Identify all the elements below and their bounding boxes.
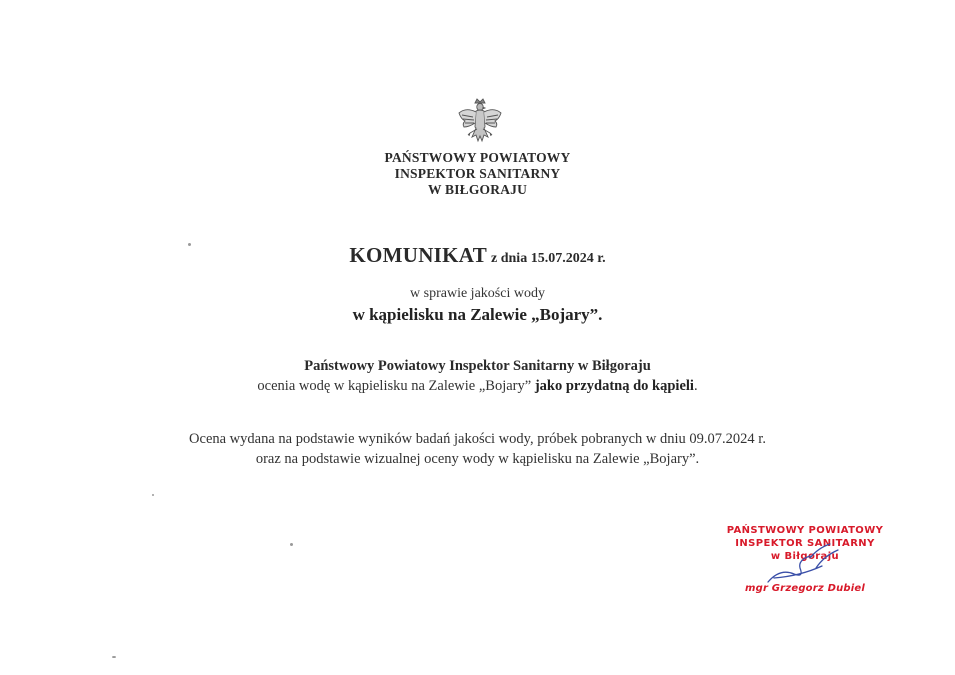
issuer-header-line2: INSPEKTOR SANITARNY	[394, 166, 561, 181]
issuer-header-line3: W BIŁGORAJU	[427, 182, 528, 197]
assessment-text-suffix: .	[693, 378, 698, 394]
scan-speck	[290, 543, 293, 546]
subject-place: w kąpielisku na Zalewie „Bojary”.	[352, 305, 603, 324]
subject-regarding: w sprawie jakości wody	[410, 286, 545, 301]
basis-line2: oraz na podstawie wizualnej oceny wody w kąpielisku na Zalewie „Bojary”.	[255, 451, 700, 467]
scan-speck	[152, 494, 154, 496]
issuer-header-line1: PAŃSTWOWY POWIATOWY	[384, 150, 571, 165]
assessment-text-prefix: ocenia wodę w kąpielisku na Zalewie „Bojary”	[257, 378, 532, 394]
assessment-authority: Państwowy Powiatowy Inspektor Sanitarny w Biłgoraju	[304, 358, 651, 374]
polish-eagle-emblem-icon	[456, 97, 504, 147]
title-date: z dnia 15.07.2024 r.	[491, 251, 606, 266]
scan-speck	[188, 243, 191, 246]
stamp-signatory-name: mgr Grzegorz Dubiel	[744, 583, 865, 594]
scan-speck	[112, 656, 116, 658]
issuer-header	[0, 150, 955, 198]
stamp-line1: PAŃSTWOWY POWIATOWY	[726, 525, 884, 536]
title-main: KOMUNIKAT	[349, 243, 488, 267]
stamp-line2: INSPEKTOR SANITARNY	[735, 538, 875, 549]
document-title	[0, 243, 955, 268]
handwritten-signature	[760, 538, 850, 588]
stamp-line3: w Biłgoraju	[770, 551, 840, 562]
basis-line1: Ocena wydana na podstawie wyników badań jakości wody, próbek pobranych w dniu 09.07.2024 r.	[189, 431, 766, 447]
assessment-statement	[0, 378, 955, 395]
assessment-verdict: jako przydatną do kąpieli	[534, 378, 694, 394]
